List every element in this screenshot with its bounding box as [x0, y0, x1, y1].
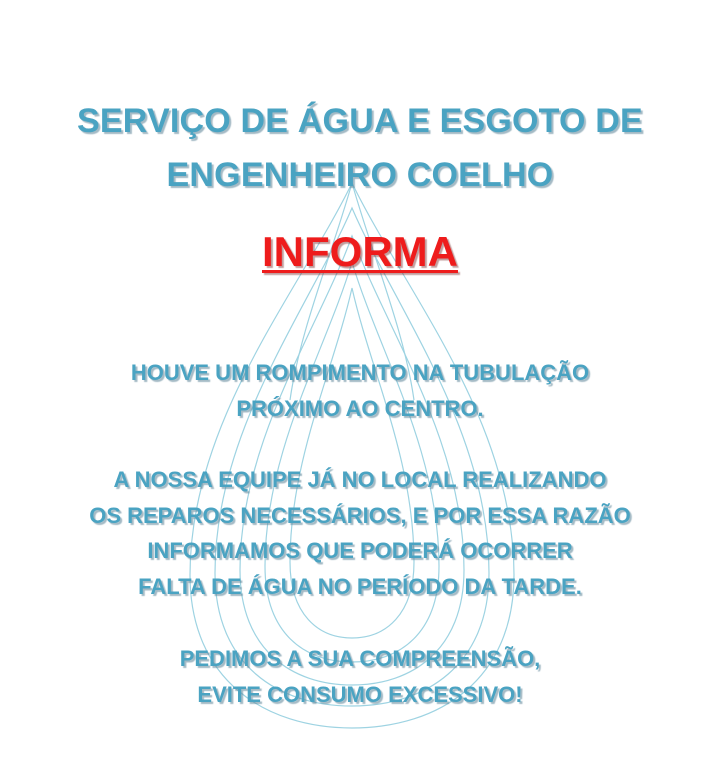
notice-line: A NOSSA EQUIPE JÁ NO LOCAL REALIZANDO — [113, 467, 607, 492]
notice-paragraph-rupture — [0, 355, 720, 426]
title-line: ENGENHEIRO COELHO — [166, 156, 554, 194]
notice-line: PEDIMOS A SUA COMPREENSÃO, — [179, 646, 541, 671]
page-title — [0, 94, 720, 202]
notice-line: PRÓXIMO AO CENTRO. — [236, 395, 484, 421]
notice-line: FALTA DE ÁGUA NO PERÍODO DA TARDE. — [138, 573, 582, 599]
notice-line: OS REPAROS NECESSÁRIOS, E POR ESSA RAZÃO — [89, 502, 631, 528]
notice-line: EVITE CONSUMO EXCESSIVO! — [197, 681, 523, 707]
title-line: SERVIÇO DE ÁGUA E ESGOTO DE — [77, 102, 643, 140]
notice-line: INFORMAMOS QUE PODERÁ OCORRER — [147, 538, 573, 563]
notice-paragraph-request — [0, 641, 720, 712]
informa-heading: INFORMA — [262, 228, 458, 275]
notice-line: HOUVE UM ROMPIMENTO NA TUBULAÇÃO — [130, 360, 590, 385]
notice-paragraph-repairs — [0, 462, 720, 604]
